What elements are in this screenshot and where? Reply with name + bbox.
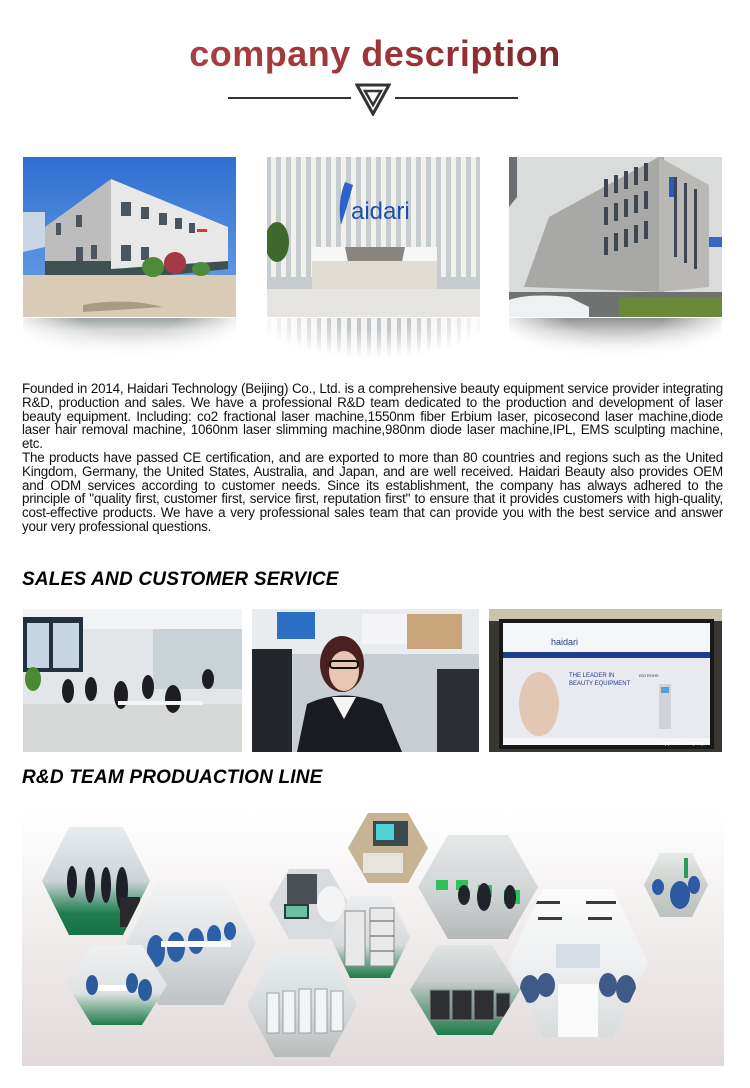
factory-building-photo xyxy=(23,157,236,317)
factory-building-reflection xyxy=(23,318,236,358)
hex-photo-oscilloscope-bench xyxy=(348,813,428,883)
hex-photo-workshop-desks xyxy=(418,835,538,939)
rd-section-heading: R&D TEAM PRODUACTION LINE xyxy=(22,767,323,788)
hex-photo-machine-storage xyxy=(247,953,357,1057)
company-description-text xyxy=(22,382,723,534)
title-divider xyxy=(228,82,518,116)
svg-text:Supplier's Company: Supplier's Company xyxy=(659,741,704,747)
page-title: company description xyxy=(0,32,750,76)
rd-hexagon-collage xyxy=(22,813,724,1066)
divider-line-left xyxy=(228,97,351,99)
website-monitor-photo xyxy=(489,609,722,752)
hex-photo-assembly-workshop xyxy=(644,853,708,917)
customer-service-photo xyxy=(252,609,479,752)
svg-text:haidari: haidari xyxy=(551,637,579,647)
triangle-down-icon xyxy=(355,82,391,116)
hex-photo-training-room xyxy=(508,889,648,1037)
svg-text:BEAUTY EQUIPMENT: BEAUTY EQUIPMENT xyxy=(569,681,631,687)
hex-photo-lab-workers xyxy=(42,827,150,935)
description-paragraph-2: The products have passed CE certification, and are exported to more than 80 countries and regions such as the United Kingdom, Germany, the United States, Australia, and Japan, and are well received. Haidari Beauty also provides OEM and ODM services according to customer needs. Since its establishment, the company has always adhered to the principle of "quality first, customer first, service first, reputation first" to ensure that it provides customers with high-quality, cost-effective products. We have a very professional sales team that can provide you with the best service and answer your very professional questions. xyxy=(22,449,723,534)
svg-text:aidari: aidari xyxy=(351,198,410,225)
reception-lobby-photo xyxy=(267,157,480,317)
office-tower-reflection xyxy=(509,318,722,358)
svg-text:THE LEADER IN: THE LEADER IN xyxy=(569,673,615,679)
description-paragraph-1: Founded in 2014, Haidari Technology (Beijing) Co., Ltd. is a comprehensive beauty equipment service provider integrating R&D, production and sales. We have a professional R&D team dedicated to the production and development of laser beauty equipment. Including: co2 fractional laser machine,1550nm fiber Erbium laser, picosecond laser machine,diode laser hair removal machine, 1060nm laser slimming machine,980nm diode laser machine,IPL, EMS sculpting machine, etc. xyxy=(22,381,723,452)
divider-line-right xyxy=(395,97,518,99)
sales-office-photo xyxy=(23,609,242,752)
sales-section-heading: SALES AND CUSTOMER SERVICE xyxy=(22,569,339,590)
hex-photo-packed-cases xyxy=(410,945,520,1035)
svg-text:ISO ROHS: ISO ROHS xyxy=(639,673,659,678)
reception-lobby-reflection xyxy=(267,318,480,358)
office-tower-photo xyxy=(509,157,722,317)
